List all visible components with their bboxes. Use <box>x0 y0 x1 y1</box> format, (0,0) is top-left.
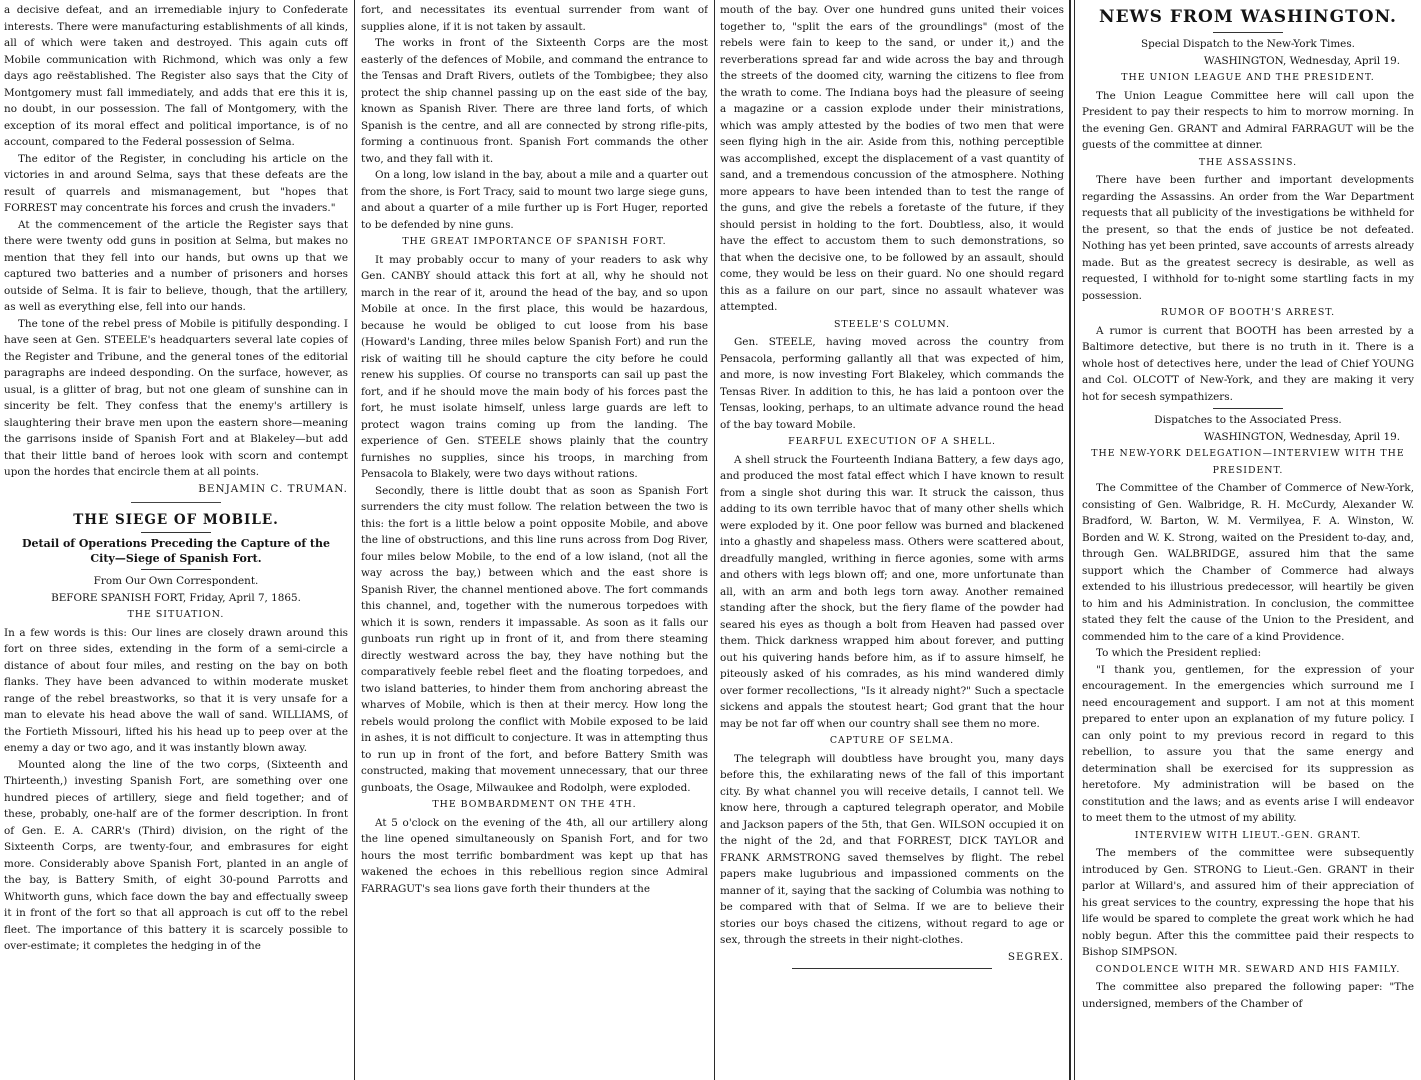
paragraph: The committee also prepared the following paper: "The undersigned, members of the Chamber of <box>1082 981 1414 1010</box>
subheading: THE SITUATION. <box>127 609 225 620</box>
headline-siege-of-mobile: THE SIEGE OF MOBILE. <box>73 512 279 528</box>
divider <box>141 569 211 570</box>
subheading: FEARFUL EXECUTION OF A SHELL. <box>788 436 996 447</box>
paragraph: There have been further and important developments regarding the Assassins. An order from the War Department requests that all publicity of the investigations be withheld for the present, so that the ends of justice be not defeated. Nothing has yet been printed, save accounts of arrests already made. But as the greatest secrecy is desirable, as well as requested, I withhold for to-night some startling facts in my possession. <box>1082 174 1414 302</box>
divider <box>131 502 221 503</box>
column-1 <box>4 2 348 1080</box>
paragraph: Gen. STEELE, having moved across the country from Pensacola, performing gallantly all that was expected of him, and more, is now investing Fort Blakeley, which commands the Tensas River. In addition to this, he has laid a pontoon over the Tensas, looking, perhaps, to an ultimate advance round the head of the bay toward Mobile. <box>720 336 1064 431</box>
dispatches-heading: Dispatches to the Associated Press. <box>1154 414 1342 426</box>
paragraph: To which the President replied: <box>1096 647 1262 659</box>
signature: SEGREX. <box>1007 950 1064 963</box>
subheading: STEELE'S COLUMN. <box>833 318 951 330</box>
subheading: INTERVIEW WITH LIEUT.-GEN. GRANT. <box>1134 829 1362 841</box>
column-rule <box>714 0 715 1080</box>
divider <box>1213 408 1283 409</box>
subheading: THE NEW-YORK DELEGATION—INTERVIEW WITH THE PRESIDENT. <box>1091 448 1405 476</box>
column-rule <box>354 0 355 1080</box>
headline-news-from-washington: NEWS FROM WASHINGTON. <box>1099 7 1397 27</box>
paragraph: On a long, low island in the bay, about a mile and a quarter out from the shore, is Fort Tracy, said to mount two large siege guns, and about a quarter of a mile further up is Fort Huger, reported to be defended by nine guns. <box>361 169 708 231</box>
column-rule-double <box>1069 0 1071 1080</box>
column-rule-double <box>1074 0 1075 1080</box>
dateline: WASHINGTON, Wednesday, April 19. <box>1203 54 1400 67</box>
subheading: CAPTURE OF SELMA. <box>829 735 955 746</box>
paragraph: A shell struck the Fourteenth Indiana Battery, a few days ago, and produced the most fatal effect which I have known to result from a single shot during this war. It struck the caisson, thus adding to its own terrible havoc that of many other shells which were exploded by it. One poor fellow was burned and blackened into a ghastly and shapeless mass. Others were scattered about, dreadfully mangled, writhing in fierce agonies, some with arms and others with legs blown off; and one, more unfortunate than all, with an arm and both legs torn away. Another remained standing after the shock, but the fiery flame of the powder had seared his eyes as though a bolt from Heaven had passed over them. Thick darkness wrapped him about forever, and putting out his quivering hands before him, as if to assure himself, he piteously asked of his comrades, as his mind wandered dimly over former recollections, "Is it already night?" Such a spectacle sickens and appals the stoutest heart; God grant that the hour may be not far off when our country shall see them no more. <box>720 453 1064 730</box>
paragraph: A rumor is current that BOOTH has been arrested by a Baltimore detective, but there is no truth in it. There is a whole host of detectives here, under the lead of Chief YOUNG and Col. OLCOTT of New-York, and they are making it very hot for secesh sympathizers. <box>1082 324 1414 403</box>
divider <box>792 968 992 969</box>
paragraph: The editor of the Register, in concluding his article on the victories in and around Selma, says that these defeats are the result of quarrels and mismanagement, but "hopes that FORREST may concentrate his forces and crush the invaders." <box>4 152 348 214</box>
dateline: WASHINGTON, Wednesday, April 19. <box>1203 430 1400 443</box>
dateline: BEFORE SPANISH FORT, Friday, April 7, 1865. <box>51 591 301 604</box>
divider <box>1213 32 1283 33</box>
paragraph: Mounted along the line of the two corps, (Sixteenth and Thirteenth,) investing Spanish Fort, are something over one hundred pieces of artillery, siege and field together; and of these, probably, one-half are of the former description. In front of Gen. E. A. CARR's (Third) division, on the right of the Sixteenth Corps, are twenty-four, and embrasures for eight more. Considerably above Spanish Fort, planted in an angle of the bay, is Battery Smith, of eight 30-pound Parrotts and Whitworth guns, which face down the bay and effectually sweep it in front of the fort so that all approach is cut off to the rebel fleet. The importance of this battery it is scarcely possible to over-estimate; it completes the hedging in of the <box>4 758 348 952</box>
subheading: RUMOR OF BOOTH'S ARREST. <box>1160 307 1336 318</box>
paragraph: The Committee of the Chamber of Commerce of New-York, consisting of Gen. Walbridge, R. H. McCurdy, Alexander W. Bradford, W. Barton, W. M. Vermilyea, F. A. Winston, W. Borden and W. K. Strong, waited on the President to-day, and, through Gen. WALBRIDGE, assured him that the same support which the Chamber of Commerce had always extended to his illustrious predecessor, will heartily be given to him and his Administration. In conclusion, the committee stated they felt the cause of the Union to the President, and commended him to the care of a kind Providence. <box>1082 482 1414 643</box>
divider <box>141 532 211 533</box>
subheading: CONDOLENCE WITH MR. SEWARD AND HIS FAMILY. <box>1095 963 1401 975</box>
byline: From Our Own Correspondent. <box>93 575 259 587</box>
special-dispatch: Special Dispatch to the New-York Times. <box>1141 38 1355 50</box>
subheading: THE UNION LEAGUE AND THE PRESIDENT. <box>1121 72 1375 83</box>
paragraph: The tone of the rebel press of Mobile is pitifully desponding. I have seen at Gen. STEELE's headquarters several late copies of the Register and Tribune, and the general tones of the editorial paragraphs are indeed desponding. On the surface, however, as usual, is a glitter of brag, but not one gleam of sunshine can in sincerity be felt. They confess that the enemy's artillery is slaughtering their brave men upon the eastern shore—meaning the garrisons inside of Spanish Fort and at Blakeley—but add that their little band of heroes look with scorn and contempt upon the hordes that encircle them at all points. <box>4 317 348 478</box>
paragraph: The Union League Committee here will call upon the President to pay their respects to him to morrow morning. In the evening Gen. GRANT and Admiral FARRAGUT will be the guests of the committee at dinner. <box>1082 89 1414 151</box>
paragraph: "I thank you, gentlemen, for the expression of your encouragement. In the emergencies which surround me I need encouragement and support. I am not at this moment prepared to enter upon an explanation of my future policy. I can only point to my previous record in regard to this rebellion, to assure you that the same energy and determination shall be exercised for its suppression as heretofore. My administration will be based on the constitution and the laws; and as events arise I will endeavor to meet them to the utmost of my ability. <box>1082 663 1414 824</box>
paragraph: It may probably occur to many of your readers to ask why Gen. CANBY should attack this fort at all, why he should not march in the rear of it, around the head of the bay, and so upon Mobile at once. In the first place, this would be hazardous, because he would be obliged to cut loose from his base (Howard's Landing, three miles below Spanish Fort) and run the risk of waiting till he should capture the city before he could renew his supplies. Of course no transports can sail up past the fort, and if he should move the main body of his forces past the fort, he must isolate himself, unless large guards are left to protect wagon trains coming up from the landing. The experience of Gen. STEELE shows plainly that the country furnishes no supplies, since his troops, in marching from Pensacola to Blakely, were two days without rations. <box>361 253 708 480</box>
paragraph: fort, and necessitates its eventual surrender from want of supplies alone, if it is not taken by assault. <box>361 4 708 33</box>
deck-heading: Detail of Operations Preceding the Capture of the City—Siege of Spanish Fort. <box>22 537 330 565</box>
subheading: THE BOMBARDMENT ON THE 4TH. <box>432 799 637 810</box>
paragraph: The telegraph will doubtless have brought you, many days before this, the exhilarating news of the fall of this important city. By what channel you will receive details, I cannot tell. We know here, through a captured telegraph operator, and Mobile and Jackson papers of the 5th, that Gen. WILSON occupied it on the night of the 2d, and that FORREST, DICK TAYLOR and FRANK ARMSTRONG saved themselves by flight. The rebel papers make lugubrious and impassioned comments on the manner of it, saying that the sacking of Columbia was nothing to be compared with that of Selma. If we are to believe their stories our boys chased the citizens, without regard to age or sex, through the streets in their night-clothes. <box>720 752 1064 946</box>
paragraph: a decisive defeat, and an irremediable injury to Confederate interests. There were manufacturing establishments of all kinds, all of which were taken and destroyed. This again cuts off Mobile communication with Richmond, which was only a few days ago reëstablished. The Register also says that the City of Montgomery must fall immediately, and adds that ere this it is, no doubt, in our possession. The fall of Montgomery, with the exception of its moral effect and political importance, is of no account, compared to the Federal possession of Selma. <box>4 4 348 148</box>
paragraph: The members of the committee were subsequently introduced by Gen. STRONG to Lieut.-Gen. GRANT in their parlor at Willard's, and assured him of their appreciation of his great services to the country, expressing the hope that his life would be spared to complete the great work which he had nobly begun. After this the committee paid their respects to Bishop SIMPSON. <box>1082 847 1414 958</box>
column-2 <box>361 2 708 1080</box>
column-4 <box>1082 2 1414 1080</box>
paragraph: The works in front of the Sixteenth Corps are the most easterly of the defences of Mobile, and command the entrance to the Tensas and Draft Rivers, outlets of the Tombigbee; they also protect the ship channel passing up on the east side of the bay, known as Spanish River. There are three land forts, of which Spanish is the centre, and all are connected by strong rifle-pits, forming a continuous front. Spanish Fort commands the other two, and they fall with it. <box>361 37 708 165</box>
paragraph: At the commencement of the article the Register says that there were twenty odd guns in position at Selma, but makes no mention that they fell into our hands, but owns up that we captured two batteries and a number of prisoners and horses outside of Selma. It is fair to believe, though, that the artillery, as well as everything else, fell into our hands. <box>4 218 348 313</box>
paragraph: mouth of the bay. Over one hundred guns united their voices together to, "split the ears of the groundlings" (most of the rebels were fain to keep to the sand, or under it,) and the reverberations spread far and wide across the bay and through the streets of the doomed city, warning the citizens to flee from the wrath to come. The Indiana boys had the pleasure of seeing a magazine or a cassion explode under their ministrations, which was amply attested by the bodies of two men that were seen flying high in the air. Aside from this, nothing perceptible was accomplished, except the displacement of a vast quantity of sand, and a tremendous concussion of the atmosphere. Nothing more appears to have been intended than to test the range of the guns, and give the rebels a foretaste of the future, if they should persist in holding to the fort. Doubtless, also, it would have the effect to accustom them to such demonstrations, so that when the decisive one, to be followed by an assault, should come, they would be less on their guard. No one should regard this as a failure on our part, since no assault whatever was attempted. <box>720 4 1064 313</box>
paragraph: Secondly, there is little doubt that as soon as Spanish Fort surrenders the city must follow. The relation between the two is this: the fort is a little below a point opposite Mobile, and above the line of obstructions, and this line runs across from Dog River, four miles below Mobile, to the end of a low island, (not all the way across the bay,) between which and the east shore is Spanish River, the channel mentioned above. The fort commands this channel, and, together with the numerous torpedoes with which it is sown, renders it impassable. As soon as it falls our gunboats run right up in front of it, and from there steaming directly westward across the bay, they have nothing but the comparatively feeble rebel fleet and the floating torpedoes, and two island batteries, to hinder them from anchoring abreast the wharves of Mobile, which is then at their mercy. How long the rebels would prolong the conflict with Mobile exposed to be laid in ashes, it is not difficult to conjecture. It was in attempting thus to run up in front of the fort, and before Battery Smith was constructed, making that movement unnecessary, that our three gunboats, the Osage, Milwaukee and Rodolph, were exploded. <box>361 484 708 794</box>
column-3 <box>720 2 1064 1080</box>
paragraph: At 5 o'clock on the evening of the 4th, all our artillery along the line opened simultaneously on Spanish Fort, and for two hours the most terrific bombardment was kept up that has wakened the echoes in this rebellious region since Admiral FARRAGUT's sea lions gave forth their thunders at the <box>361 816 708 895</box>
signature: BENJAMIN C. TRUMAN. <box>198 482 348 495</box>
paragraph: In a few words is this: Our lines are closely drawn around this fort on three sides, extending in the form of a semi-circle a distance of about four miles, and resting on the bay on both flanks. They have been advanced to within moderate musket range of the rebel breastworks, so that it is very unsafe for a man to elevate his head above the wall of sand. WILLIAMS, of the Fortieth Missouri, lifted his his head up to peep over at the enemy a day or two ago, and it was instantly blown away. <box>4 626 348 754</box>
subheading: THE ASSASSINS. <box>1198 156 1298 168</box>
subheading: THE GREAT IMPORTANCE OF SPANISH FORT. <box>402 236 667 247</box>
